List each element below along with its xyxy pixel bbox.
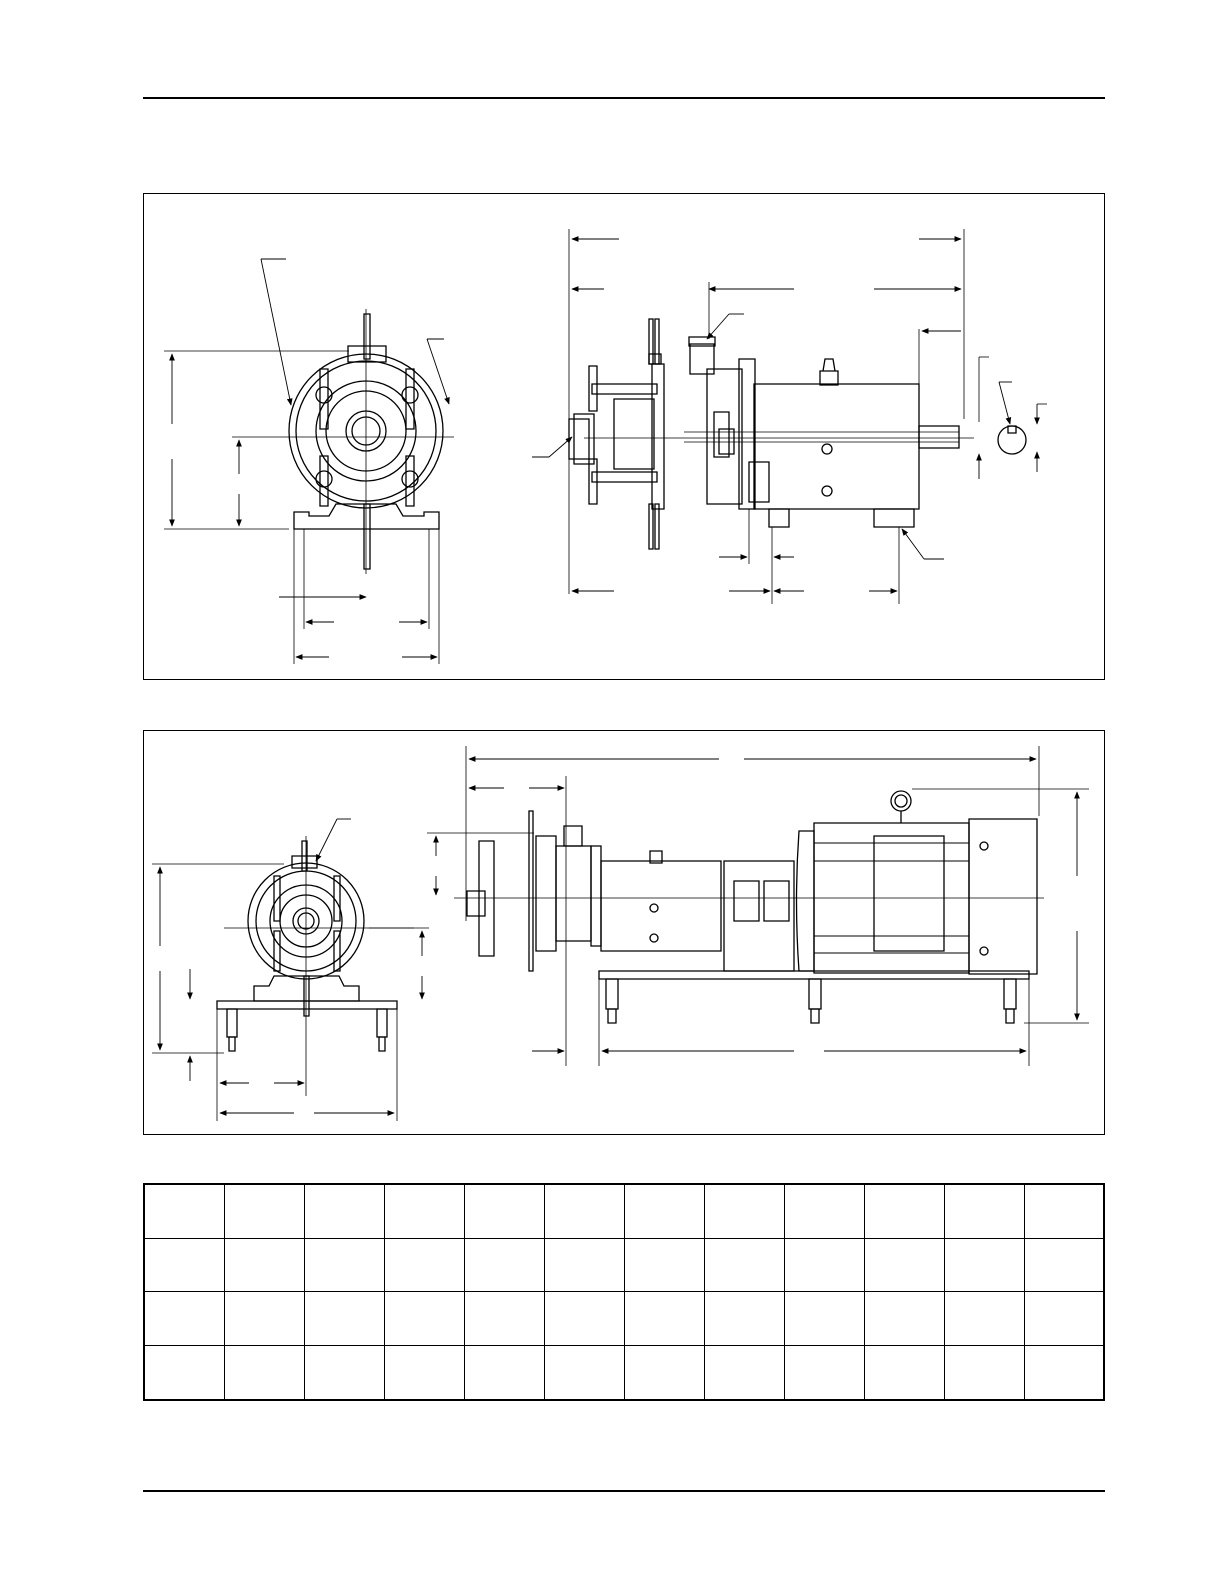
table-cell (144, 1238, 224, 1292)
table-cell (784, 1184, 864, 1238)
pump-unit-drawing-panel (143, 730, 1105, 1135)
unit-side-view (427, 746, 1089, 1066)
table-cell (1024, 1238, 1104, 1292)
table-row (144, 1292, 1104, 1346)
table-cell (784, 1346, 864, 1400)
dimension-table (143, 1183, 1105, 1401)
table-cell (544, 1184, 624, 1238)
table-cell (704, 1238, 784, 1292)
table-cell (624, 1292, 704, 1346)
table-cell (944, 1346, 1024, 1400)
pump-unit-drawing (144, 731, 1106, 1136)
table-cell (864, 1238, 944, 1292)
table-cell (864, 1346, 944, 1400)
table-cell (304, 1238, 384, 1292)
table-cell (224, 1292, 304, 1346)
table-cell (384, 1346, 464, 1400)
table-cell (224, 1238, 304, 1292)
table-cell (304, 1292, 384, 1346)
top-rule (143, 97, 1105, 99)
pump-only-drawing-panel (143, 193, 1105, 680)
table-cell (544, 1292, 624, 1346)
table-row (144, 1184, 1104, 1238)
table-row (144, 1346, 1104, 1400)
table-row (144, 1238, 1104, 1292)
table-cell (1024, 1292, 1104, 1346)
pump-front-view (164, 259, 454, 664)
table-cell (1024, 1346, 1104, 1400)
table-cell (464, 1238, 544, 1292)
table-cell (864, 1292, 944, 1346)
table-cell (864, 1184, 944, 1238)
table-cell (384, 1238, 464, 1292)
table-cell (784, 1238, 864, 1292)
table-cell (224, 1184, 304, 1238)
table-cell (464, 1292, 544, 1346)
unit-front-view (152, 819, 429, 1121)
table-cell (944, 1238, 1024, 1292)
table-cell (944, 1184, 1024, 1238)
table-cell (224, 1346, 304, 1400)
table-cell (544, 1238, 624, 1292)
table-cell (464, 1184, 544, 1238)
table-cell (704, 1292, 784, 1346)
table-cell (704, 1346, 784, 1400)
pump-only-drawing (144, 194, 1106, 681)
table-cell (384, 1292, 464, 1346)
table-cell (144, 1292, 224, 1346)
table-cell (464, 1346, 544, 1400)
pump-side-view (532, 229, 1047, 604)
table-cell (304, 1184, 384, 1238)
table-cell (704, 1184, 784, 1238)
table-cell (544, 1346, 624, 1400)
bottom-rule (143, 1490, 1105, 1492)
table-cell (624, 1238, 704, 1292)
table-cell (144, 1346, 224, 1400)
table-cell (624, 1184, 704, 1238)
table-cell (384, 1184, 464, 1238)
table-cell (1024, 1184, 1104, 1238)
table-cell (304, 1346, 384, 1400)
table-cell (624, 1346, 704, 1400)
table-cell (784, 1292, 864, 1346)
table-cell (144, 1184, 224, 1238)
table-cell (944, 1292, 1024, 1346)
